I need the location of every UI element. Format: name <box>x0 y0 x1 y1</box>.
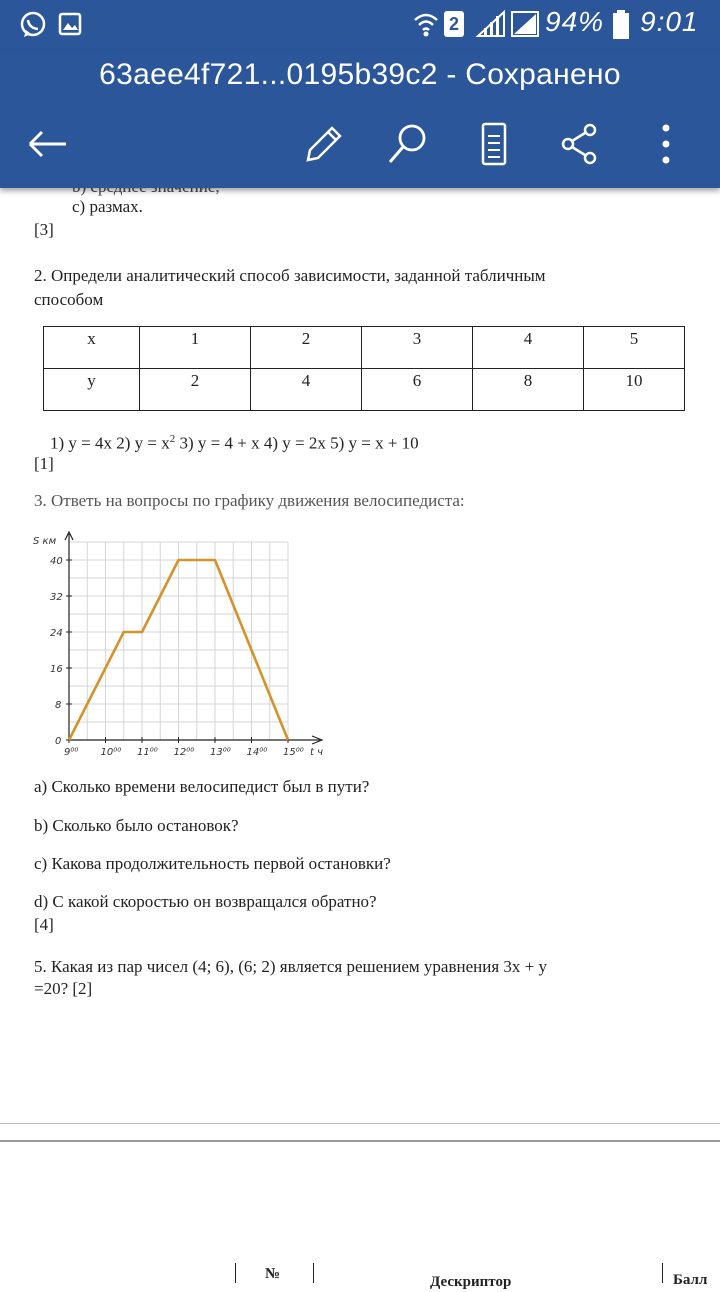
table-cell: x <box>44 327 140 369</box>
page-break-line <box>0 1140 720 1142</box>
y-tick-label: 8 <box>55 700 62 711</box>
table-header-points: Балл <box>673 1272 708 1288</box>
q5-text-cont: =20? [2] <box>34 979 93 998</box>
table-cell: 1 <box>140 327 251 369</box>
more-vert-icon[interactable] <box>640 118 692 170</box>
table-cell: y <box>44 369 140 411</box>
status-bar <box>0 0 720 50</box>
q3-title: 3. Ответь на вопросы по графику движения велосипедиста: <box>34 491 465 510</box>
table-border <box>662 1263 663 1283</box>
whatsapp-icon <box>18 10 48 40</box>
table-cell: 6 <box>362 369 473 411</box>
q3-question-d: d) С какой скоростью он возвращался обратно? <box>34 892 377 911</box>
q2-options-superscript: 2 <box>169 433 176 445</box>
x-tick-label: 14⁰⁰ <box>246 747 268 758</box>
q2-options-part-a: 1) y = 4x 2) y = x <box>50 433 170 453</box>
y-axis-label: S км <box>33 536 57 547</box>
q3-question-b: b) Сколько было остановок? <box>34 816 239 835</box>
table-border <box>313 1263 314 1283</box>
q3-question-c: c) Какова продолжительность первой остановки? <box>34 854 391 873</box>
table-cell: 2 <box>140 369 251 411</box>
x-tick-label: 12⁰⁰ <box>173 747 195 758</box>
search-icon[interactable] <box>382 118 434 170</box>
y-tick-label: 24 <box>50 628 63 639</box>
xy-table <box>43 326 685 411</box>
table-cell: 2 <box>251 327 362 369</box>
score-mark: [1] <box>34 454 54 473</box>
table-cell: 4 <box>473 327 584 369</box>
q2-text: 2. Определи аналитический способ зависимости, заданной табличным <box>34 266 546 285</box>
signal-icon <box>476 10 506 38</box>
x-tick-label: 9⁰⁰ <box>64 747 79 758</box>
score-mark: [3] <box>34 220 54 239</box>
gallery-icon <box>58 12 82 36</box>
y-tick-label: 0 <box>55 736 62 747</box>
x-axis-label: t ч <box>310 747 324 758</box>
sim-badge: 2 <box>444 11 464 37</box>
q2-text-cont: способом <box>34 290 104 309</box>
y-tick-label: 40 <box>50 556 63 567</box>
reading-view-icon[interactable] <box>468 118 520 170</box>
x-tick-label: 13⁰⁰ <box>210 747 231 758</box>
item-c-text: c) размах. <box>72 197 143 216</box>
table-header-num: № <box>265 1266 281 1282</box>
table-row <box>44 327 685 369</box>
q3-question-a: a) Сколько времени велосипедист был в пути? <box>34 777 370 796</box>
clock: 9:01 <box>640 6 699 37</box>
y-tick-label: 32 <box>50 592 63 603</box>
battery-icon <box>612 10 630 40</box>
back-arrow-icon[interactable] <box>22 118 74 170</box>
pencil-icon[interactable] <box>296 118 348 170</box>
app-bar <box>0 50 720 188</box>
battery-percent: 94% <box>545 6 605 37</box>
table-row <box>44 369 685 411</box>
share-icon[interactable] <box>554 118 606 170</box>
x-tick-label: 10⁰⁰ <box>100 747 122 758</box>
signal-icon-2 <box>510 10 540 38</box>
table-cell: 5 <box>584 327 685 369</box>
table-border <box>235 1263 236 1283</box>
document-title: 63aee4f721...0195b39c2 - Сохранено <box>99 58 621 91</box>
q2-options <box>50 429 419 454</box>
document-page[interactable] <box>0 188 720 1290</box>
q2-options-part-b: 3) y = 4 + x 4) y = 2x 5) y = x + 10 <box>175 433 419 453</box>
wifi-icon <box>412 10 440 38</box>
distance-time-chart <box>30 528 340 768</box>
q5-text: 5. Какая из пар чисел (4; 6), (6; 2) является решением уравнения 3х + у <box>34 957 547 976</box>
y-tick-label: 16 <box>50 664 63 675</box>
x-tick-label: 11⁰⁰ <box>137 747 158 758</box>
chart-grid <box>69 542 288 740</box>
table-cell: 4 <box>251 369 362 411</box>
x-tick-label: 15⁰⁰ <box>283 747 304 758</box>
page-break-line <box>0 1123 720 1124</box>
score-mark: [4] <box>34 915 54 934</box>
table-cell: 8 <box>473 369 584 411</box>
table-cell: 10 <box>584 369 685 411</box>
table-cell: 3 <box>362 327 473 369</box>
chart-ticks <box>50 556 304 758</box>
table-header-descriptor: Дескриптор <box>430 1274 512 1290</box>
